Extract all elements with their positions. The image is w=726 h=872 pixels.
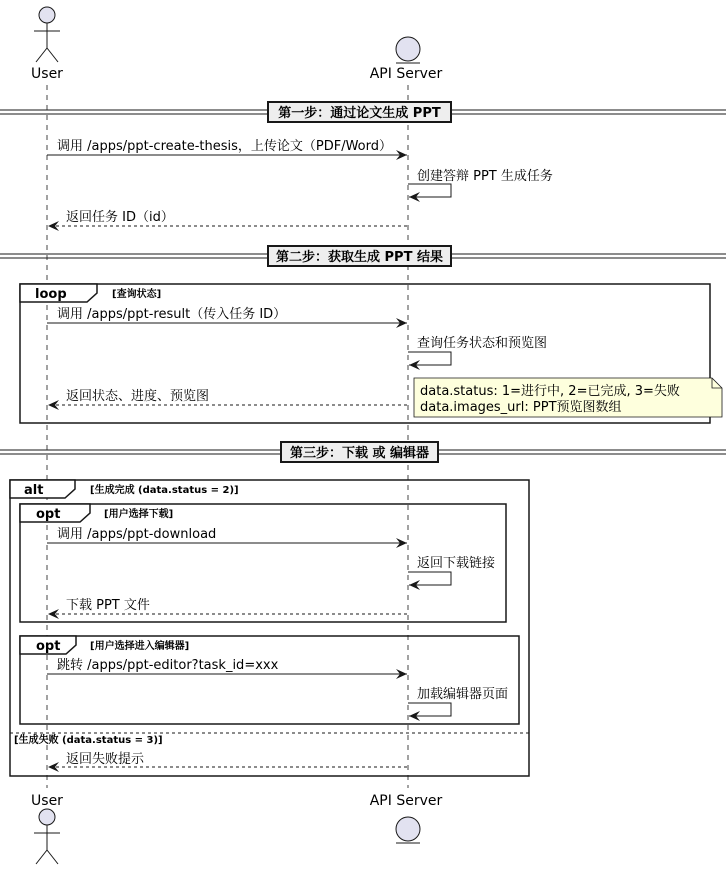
alt-else-condition: [生成失败 (data.status = 3)] [14,735,163,746]
status-note [414,378,722,417]
server-entity-top [370,37,443,82]
user-label: User [31,793,63,809]
opt-editor-condition: [用户选择进入编辑器] [90,641,190,652]
divider-step1-label: 第一步：通过论文生成 PPT [278,106,441,121]
server-entity-bottom [370,793,443,843]
message-create-task [408,168,553,197]
message-label: 加载编辑器页面 [417,687,509,702]
opt-editor-frame [20,636,519,724]
alt-keyword: alt [24,483,44,498]
self-arrow [408,572,451,585]
opt-editor-keyword: opt [36,639,61,654]
message-label: 调用 /apps/ppt-download [57,527,217,542]
message-query-status [408,335,547,365]
message-return-task-id [48,209,407,226]
server-label: API Server [369,66,443,82]
message-label: 下载 PPT 文件 [66,598,150,613]
actor-icon [34,7,60,62]
divider-step1 [0,102,726,122]
message-ppt-result [47,306,407,323]
message-failure [48,751,407,767]
note-line-1: data.status: 1=进行中, 2=已完成, 3=失败 [420,384,680,399]
message-return-status [48,388,407,405]
loop-keyword: loop [35,287,67,302]
message-ppt-editor [47,658,407,674]
divider-step3-label: 第三步：下载 或 编辑器 [289,446,430,461]
message-label: 跳转 /apps/ppt-editor?task_id=xxx [57,658,279,673]
user-actor-top [31,7,63,82]
message-download-link [408,555,495,585]
alt-condition: [生成完成 (data.status = 2)] [90,485,239,496]
message-label: 查询任务状态和预览图 [417,336,548,351]
message-download-file [48,597,407,614]
message-label: 调用 /apps/ppt-result（传入任务 ID） [57,307,287,322]
user-label: User [31,66,63,82]
message-load-editor [408,686,508,716]
self-arrow [408,352,451,365]
server-label: API Server [369,793,443,809]
message-create-thesis [47,139,407,155]
note-line-2: data.images_url: PPT预览图数组 [420,400,622,415]
user-actor-bottom [31,793,63,864]
message-label: 返回任务 ID（id） [66,210,174,225]
message-label: 返回状态、进度、预览图 [66,389,210,404]
message-label: 返回失败提示 [66,752,145,767]
self-arrow [408,184,451,197]
message-label: 调用 /apps/ppt-create-thesis，上传论文（PDF/Word） [57,139,392,154]
actor-icon [34,809,60,864]
message-label: 创建答辩 PPT 生成任务 [417,169,553,184]
opt-download-keyword: opt [36,507,61,522]
alt-frame [10,480,529,776]
divider-step2-label: 第二步：获取生成 PPT 结果 [276,250,443,265]
message-label: 返回下载链接 [417,556,496,571]
opt-download-condition: [用户选择下载] [104,509,174,520]
divider-step2 [0,246,726,266]
entity-icon [396,817,420,843]
entity-icon [396,37,420,63]
loop-condition: [查询状态] [112,289,162,300]
message-ppt-download [47,527,407,543]
self-arrow [408,703,451,716]
divider-step3 [0,442,726,462]
